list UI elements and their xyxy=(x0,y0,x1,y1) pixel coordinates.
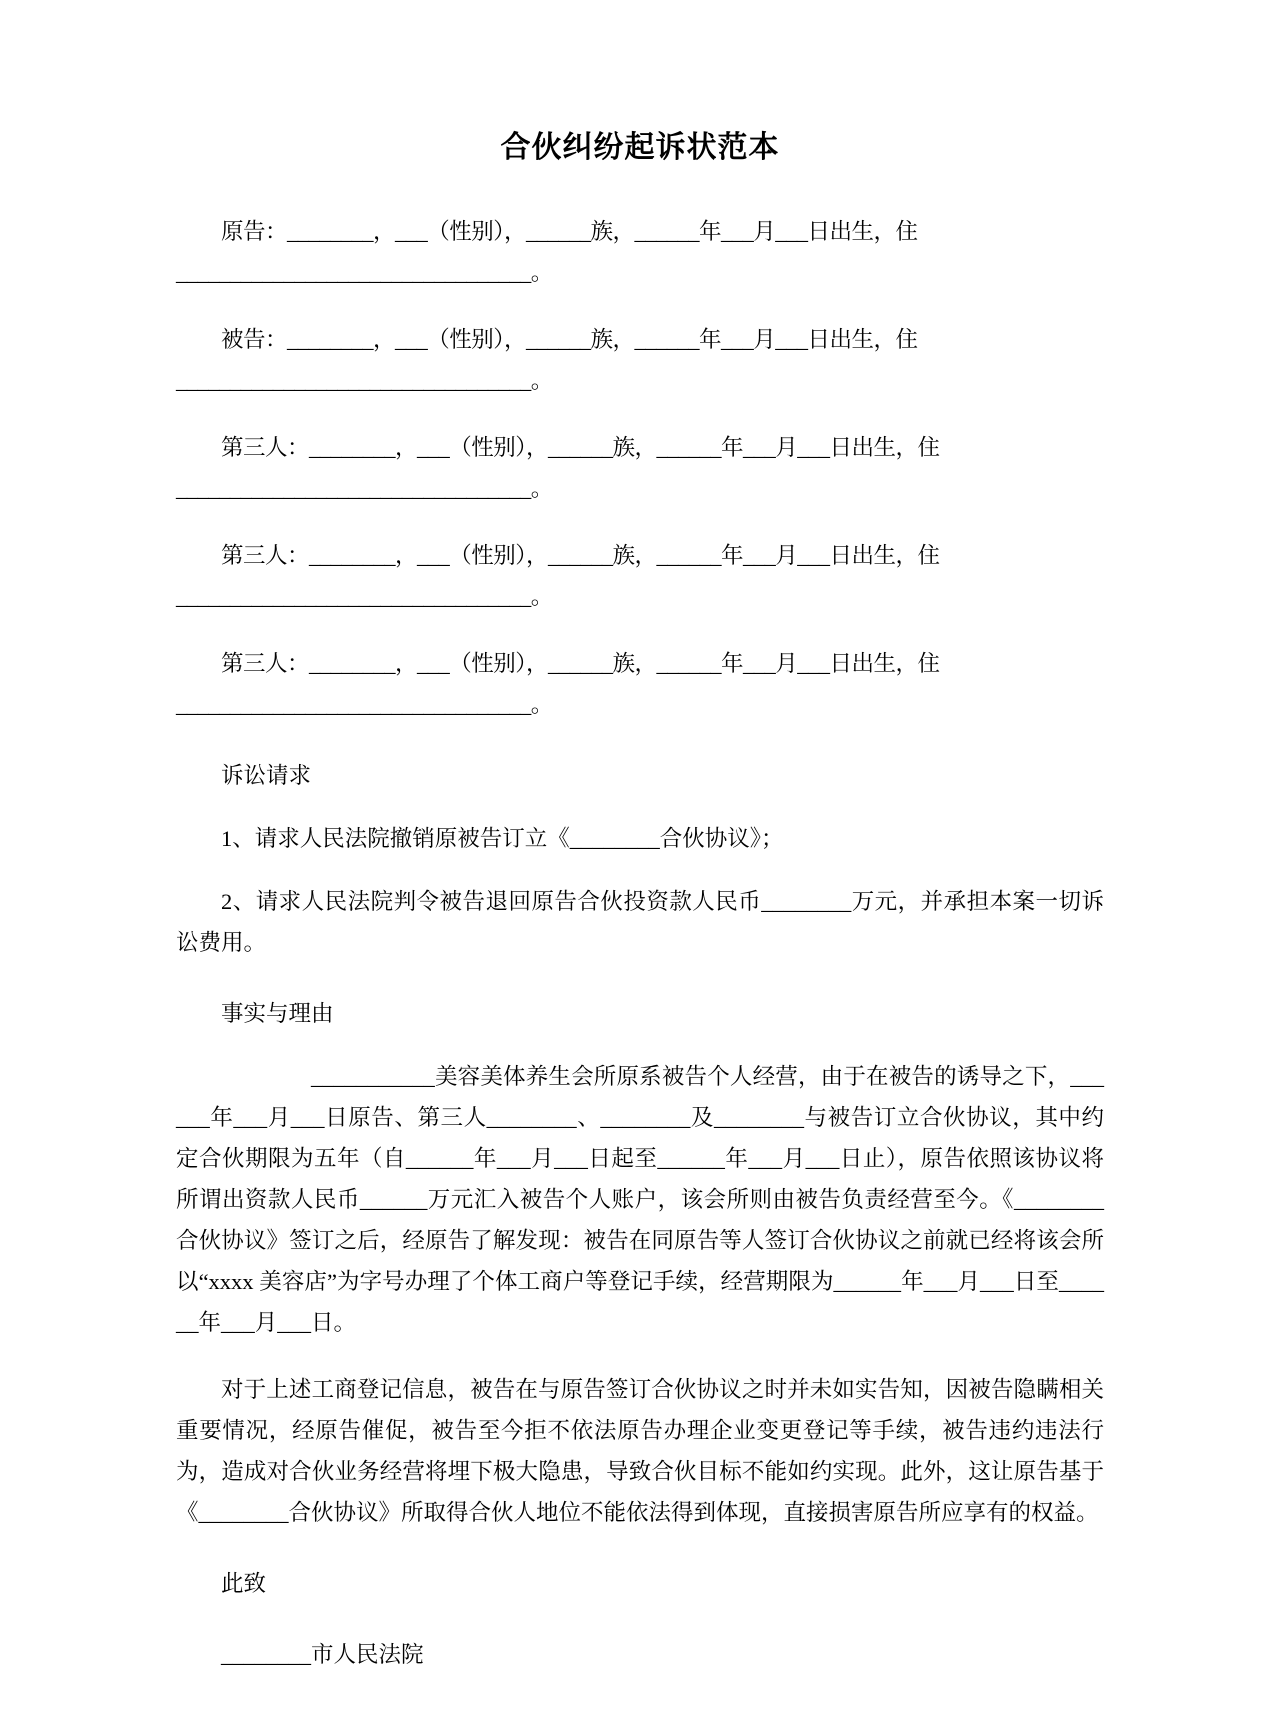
party-third-person-2-line: 第三人：________，___（性别），______族，______年___月___日出生，住 xyxy=(221,543,940,568)
party-third-person-1-address xyxy=(176,468,1104,509)
party-third-person-3-address xyxy=(176,684,1104,725)
party-third-person-3 xyxy=(176,643,1104,684)
party-plaintiff-address-blank: _________________________________。 xyxy=(176,260,553,285)
party-third-person-3-address-blank: _________________________________。 xyxy=(176,692,553,717)
party-defendant xyxy=(176,319,1104,360)
party-third-person-3-line: 第三人：________，___（性别），______族，______年___月___日出生，住 xyxy=(221,651,940,676)
party-plaintiff xyxy=(176,211,1104,252)
claims-heading: 诉讼请求 xyxy=(221,763,312,788)
facts-paragraph-1: ___________美容美体养生会所原系被告个人经营，由于在被告的诱导之下，______年___月___日原告、第三人________、________及________与被告订立合伙协议，其中约定合伙期限为五年（自______年___月___日起至______年___月___日止），原告依照该协议将所谓出资款人民币______万元汇入被告个人账户，该会所则由被告负责经营至今。《________合伙协议》签订之后，经原告了解发现：被告在同原告等人签订合伙协议之前就已经将该会所以“xxxx 美容店”为字号办理了个体工商户等登记手续，经营期限为______年___月___日至______年___月___日。 xyxy=(176,1064,1104,1335)
party-third-person-2-address xyxy=(176,576,1104,617)
party-third-person-2 xyxy=(176,535,1104,576)
claim-item-2: 2、请求人民法院判令被告退回原告合伙投资款人民币________万元，并承担本案一切诉讼费用。 xyxy=(176,889,1104,955)
party-third-person-2-address-blank: _________________________________。 xyxy=(176,584,553,609)
court-name-line: ________市人民法院 xyxy=(221,1642,424,1667)
party-plaintiff-line: 原告：________，___（性别），______族，______年___月___日出生，住 xyxy=(221,219,918,244)
party-third-person-1-address-blank: _________________________________。 xyxy=(176,476,553,501)
claim-item-1: 1、请求人民法院撤销原被告订立《________合伙协议》； xyxy=(221,826,784,851)
facts-paragraph-2: 对于上述工商登记信息，被告在与原告签订合伙协议之时并未如实告知，因被告隐瞒相关重要情况，经原告催促，被告至今拒不依法原告办理企业变更登记等手续，被告违约违法行为，造成对合伙业务经营将埋下极大隐患，导致合伙目标不能如约实现。此外，这让原告基于《________合伙协议》所取得合伙人地位不能依法得到体现，直接损害原告所应享有的权益。 xyxy=(176,1377,1104,1525)
closing-salutation: 此致 xyxy=(221,1571,267,1596)
party-defendant-address xyxy=(176,360,1104,401)
facts-heading: 事实与理由 xyxy=(221,1001,334,1026)
party-third-person-1-line: 第三人：________，___（性别），______族，______年___月___日出生，住 xyxy=(221,435,940,460)
page-title: 合伙纠纷起诉状范本 xyxy=(500,131,780,164)
party-third-person-1 xyxy=(176,427,1104,468)
party-plaintiff-address xyxy=(176,252,1104,293)
party-defendant-address-blank: _________________________________。 xyxy=(176,368,553,393)
party-defendant-line: 被告：________，___（性别），______族，______年___月___日出生，住 xyxy=(221,327,918,352)
